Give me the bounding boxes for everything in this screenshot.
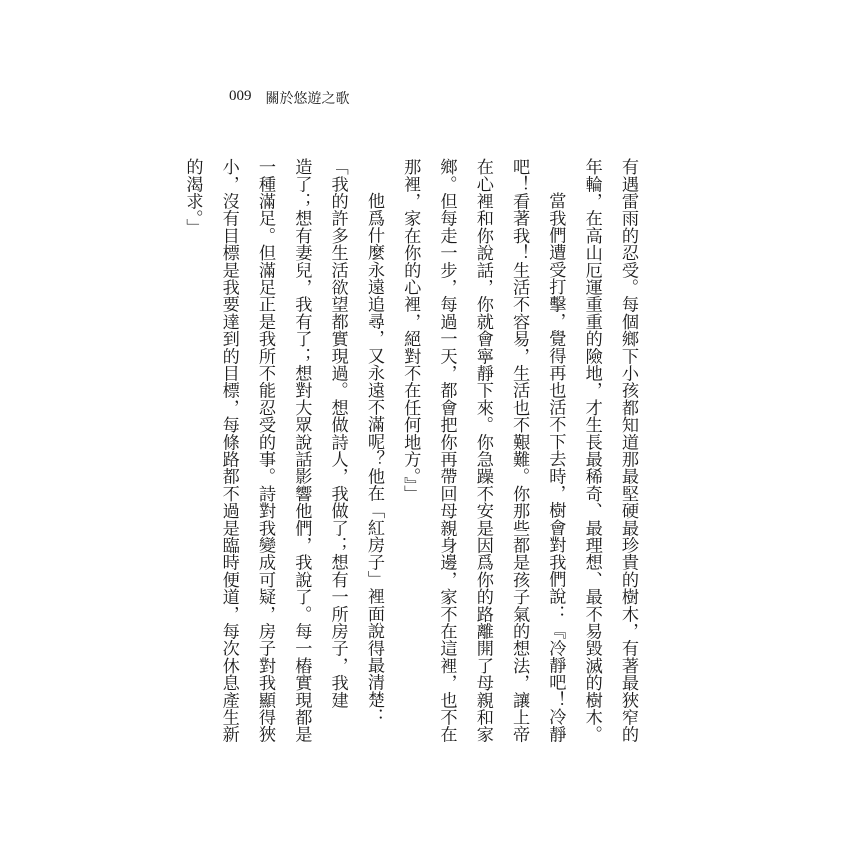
text-column: 那裡，家在你的心裡，絕對不在任何地方。』」 bbox=[400, 158, 421, 502]
text-column: 在心裡和你說話，你就會寧靜下來。你急躁不安是因爲你的路離開了母親和家 bbox=[472, 158, 493, 743]
vertical-body-text bbox=[174, 158, 646, 758]
chapter-title: 關於悠遊之歌 bbox=[265, 91, 350, 107]
text-column: 造了；想有妻兒，我有了；想對大眾說話影響他們，我說了。每一樁實現都是 bbox=[291, 158, 312, 743]
text-column: 「我的許多生活欲望都實現過。想做詩人，我做了；想有一所房子，我建 bbox=[327, 158, 348, 709]
running-header bbox=[229, 88, 350, 108]
text-column: 有遇雷雨的忍受。每個鄉下小孩都知道那最堅硬最珍貴的樹木，有著最狹窄的 bbox=[618, 158, 638, 743]
text-column: 小，沒有目標是我要達到的目標，每條路都不過是臨時便道，每次休息產生新 bbox=[218, 158, 239, 743]
text-column: 當我們遭受打擊，覺得再也活不下去時，樹會對我們說：『冷靜吧！冷靜 bbox=[545, 192, 566, 743]
text-column: 他爲什麼永遠追尋，又永遠不滿呢？他在「紅房子」裡面說得最清楚： bbox=[363, 192, 384, 726]
text-column: 鄉。但每走一步，每過一天，都會把你再帶回母親身邊，家不在這裡，也不在 bbox=[436, 158, 457, 743]
page-number: 009 bbox=[229, 88, 252, 104]
text-column: 的渴求。」 bbox=[182, 158, 203, 236]
text-column: 一種滿足。但滿足正是我所不能忍受的事。詩對我變成可疑，房子對我顯得狹 bbox=[255, 158, 276, 743]
text-column: 年輪，在高山厄運重重的險地，才生長最稀奇、最理想、最不易毀滅的樹木。 bbox=[581, 158, 602, 743]
text-column: 吧！看著我！生活不容易，生活也不艱難。你那些都是孩子氣的想法，讓上帝 bbox=[509, 158, 530, 743]
